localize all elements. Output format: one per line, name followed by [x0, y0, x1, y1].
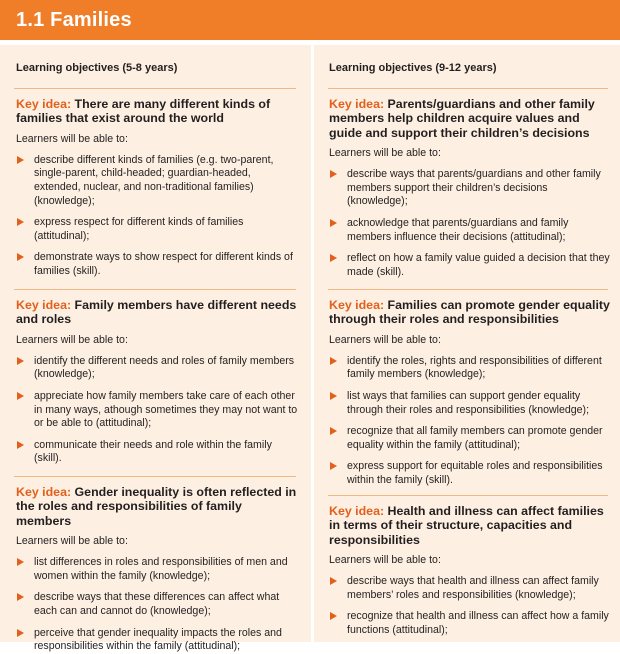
key-idea	[329, 298, 611, 327]
bullet-triangle-icon	[330, 170, 337, 178]
bullet-triangle-icon	[330, 427, 337, 435]
objective-text: appreciate how family members take care of each other in many ways, athough sometimes they may not want to or be able to (attitudinal);	[34, 390, 298, 430]
divider	[14, 289, 296, 290]
objective-item	[329, 217, 611, 244]
bullet-triangle-icon	[330, 357, 337, 365]
key-idea	[16, 485, 298, 528]
divider	[328, 495, 608, 496]
key-idea	[16, 298, 298, 327]
objective-item	[16, 591, 298, 618]
objective-text: identify the roles, rights and responsibilities of different family members (knowledge);	[347, 354, 602, 381]
learners-intro: Learners will be able to:	[329, 333, 441, 346]
learners-intro: Learners will be able to:	[16, 132, 128, 145]
key-idea	[16, 97, 298, 126]
objective-item	[329, 460, 611, 487]
left-column-heading: Learning objectives (5-8 years)	[16, 62, 178, 74]
key-idea-label: Key idea:	[329, 97, 385, 111]
key-idea	[329, 504, 611, 547]
learners-intro: Learners will be able to:	[329, 554, 441, 567]
objective-text: demonstrate ways to show respect for different kinds of families (skill).	[34, 251, 293, 277]
bullet-triangle-icon	[330, 577, 337, 585]
bullet-triangle-icon	[17, 593, 24, 601]
bullet-triangle-icon	[330, 392, 337, 400]
objective-item	[16, 154, 298, 208]
objective-text: acknowledge that parents/guardians and family members influence their decisions (attitudinal);	[347, 217, 569, 243]
key-idea-label: Key idea:	[16, 97, 72, 111]
key-idea-text: Parents/guardians and other family members help children acquire values and guide and support their children’s decisions	[329, 97, 595, 140]
bullet-triangle-icon	[17, 253, 24, 261]
objective-item	[16, 390, 298, 431]
bullet-triangle-icon	[330, 462, 337, 470]
learners-intro: Learners will be able to:	[16, 333, 128, 346]
bullet-triangle-icon	[17, 441, 24, 449]
key-idea-label: Key idea:	[329, 298, 385, 312]
left-section-3	[16, 485, 298, 654]
bullet-triangle-icon	[330, 254, 337, 262]
key-idea-text: Families can promote gender equality through their roles and responsibilities	[329, 298, 610, 327]
key-idea-text: Family members have different needs and roles	[16, 298, 297, 327]
learners-intro: Learners will be able to:	[329, 147, 441, 160]
key-idea-text: Health and illness can affect families in terms of their structure, capacities and responsibilities	[329, 504, 604, 547]
right-column-heading: Learning objectives (9-12 years)	[329, 62, 497, 74]
objective-item	[16, 216, 298, 243]
key-idea	[329, 97, 611, 140]
objective-item	[329, 610, 611, 637]
key-idea-label: Key idea:	[16, 485, 72, 499]
objective-text: describe ways that these differences can affect what each can and cannot do (knowledge);	[34, 591, 280, 617]
objective-text: describe different kinds of families (e.g. two-parent, single-parent, child-headed; guardian-headed, extended, nuclear, and non-traditional families) (knowledge);	[34, 153, 274, 207]
bullet-triangle-icon	[17, 558, 24, 566]
left-section-1	[16, 97, 298, 279]
objective-text: list ways that families can support gender equality through their roles and responsibilities (knowledge);	[347, 390, 590, 416]
divider	[328, 88, 608, 89]
key-idea-text: There are many different kinds of families that exist around the world	[16, 97, 271, 126]
left-column	[0, 45, 311, 653]
objective-text: express respect for different kinds of families (attitudinal);	[34, 216, 244, 242]
objective-item	[329, 355, 611, 382]
bullet-triangle-icon	[17, 357, 24, 365]
learners-intro: Learners will be able to:	[16, 535, 128, 548]
objective-text: reflect on how a family value guided a decision that they made (skill).	[347, 252, 610, 278]
objective-item	[329, 390, 611, 417]
objective-item	[16, 439, 298, 466]
objective-text: recognize that all family members can promote gender equality within the family (attitudinal);	[347, 425, 603, 451]
objective-text: describe ways that parents/guardians and other family members support their children’s decisions (knowledge);	[347, 168, 601, 208]
bullet-triangle-icon	[17, 629, 24, 637]
objective-item	[16, 627, 298, 654]
right-section-3	[329, 504, 611, 638]
objective-text: communicate their needs and role within the family (skill).	[34, 438, 272, 465]
objective-text: identify the different needs and roles of family members (knowledge);	[34, 354, 295, 381]
objective-item	[16, 355, 298, 382]
objective-text: perceive that gender inequality impacts the roles and responsibilities within the family (attitudinal);	[34, 626, 282, 653]
bullet-triangle-icon	[17, 392, 24, 400]
left-section-2	[16, 298, 298, 466]
key-idea-label: Key idea:	[16, 298, 72, 312]
right-section-2	[329, 298, 611, 488]
bullet-triangle-icon	[330, 612, 337, 620]
bullet-triangle-icon	[17, 156, 24, 164]
divider	[14, 88, 296, 89]
section-header	[0, 0, 620, 43]
divider	[328, 289, 608, 290]
key-idea-label: Key idea:	[329, 504, 385, 518]
objective-item	[16, 556, 298, 583]
bullet-triangle-icon	[330, 219, 337, 227]
page-title: 1.1 Families	[16, 9, 132, 31]
right-column	[314, 45, 620, 642]
objective-item	[329, 168, 611, 209]
objective-text: describe ways that health and illness can affect family members’ roles and responsibilities (knowledge);	[347, 575, 599, 601]
objective-text: express support for equitable roles and responsibilities within the family (skill).	[347, 460, 603, 486]
right-section-1	[329, 97, 611, 279]
objective-item	[329, 252, 611, 279]
objective-item	[16, 251, 298, 278]
divider	[14, 476, 296, 477]
objective-text: list differences in roles and responsibilities of men and women within the family (knowledge);	[34, 556, 288, 582]
objective-item	[329, 425, 611, 452]
key-idea-text: Gender inequality is often reflected in the roles and responsibilities of family members	[16, 485, 297, 528]
objective-text: recognize that health and illness can affect how a family functions (attitudinal);	[347, 610, 609, 636]
objective-item	[329, 575, 611, 602]
bullet-triangle-icon	[17, 218, 24, 226]
